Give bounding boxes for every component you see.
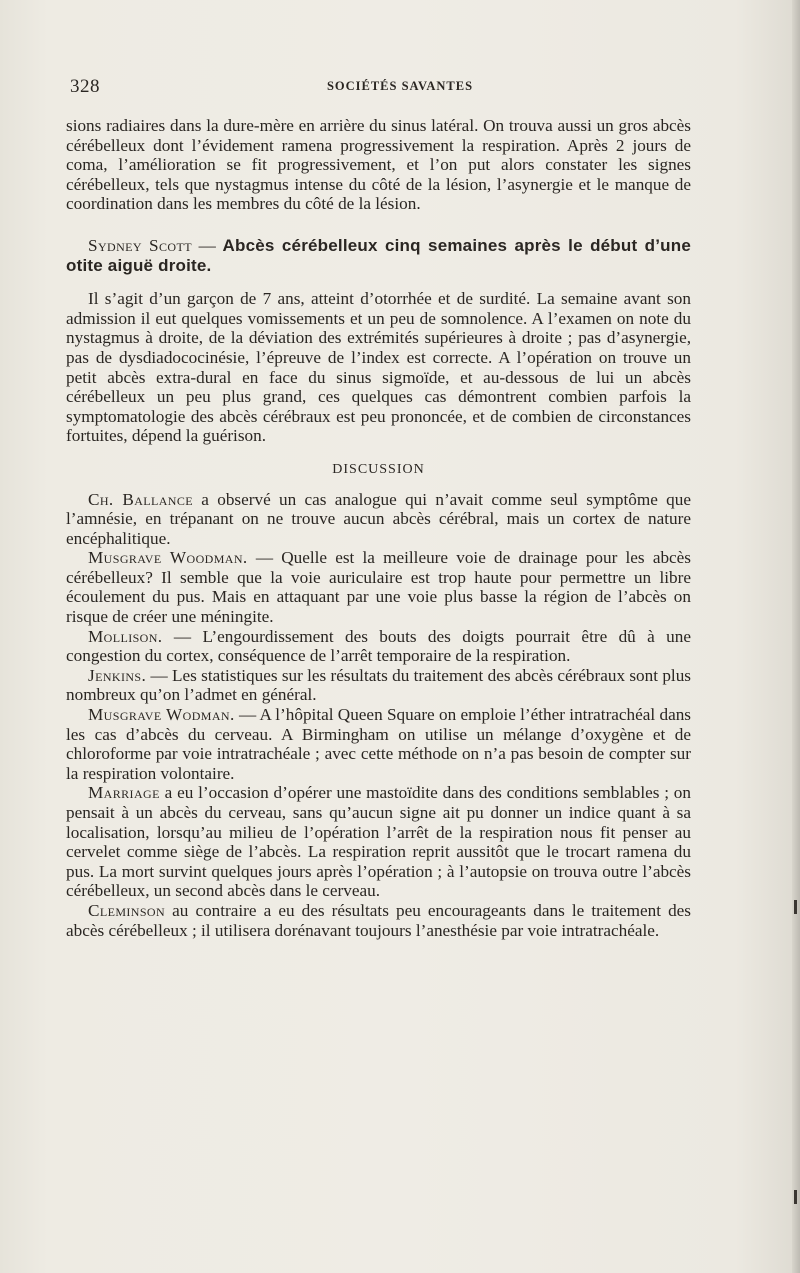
edge-mark bbox=[794, 900, 797, 914]
discussion-paragraph bbox=[66, 705, 691, 783]
speaker-name: Musgrave Wodman. bbox=[88, 705, 235, 725]
discussion-paragraph bbox=[66, 783, 691, 901]
discussion-heading: DISCUSSION bbox=[332, 461, 425, 477]
speaker-name: Jenkins. bbox=[88, 665, 147, 685]
continuation-paragraph: sions radiaires dans la dure-mère en arrière du sinus latéral. On trouva aussi un gros abcès cérébelleux dont l’évidement ramena progressivement la respiration. Après 2 jours de coma, l’amélioration se fit progressivement, et l’on put alors constater les signes cérébelleux, tels que nystagmus intense du côté de la lésion, l’asynergie et le manque de coordination dans les membres du côté de la lésion. bbox=[66, 116, 691, 214]
discussion-paragraph bbox=[66, 490, 691, 549]
discussion-paragraph bbox=[66, 666, 691, 705]
speaker-remark: a eu l’occasion d’opérer une mastoïdite dans des conditions semblables ; on pensait à un abcès du cerveau, sans qu’aucun signe ait pu donner un indice quant à sa localisation, lorsqu’au milieu de l’opération l’arrêt de la respiration nous fit penser au cervelet comme siège de l’abcès. La respiration reprit aussitôt que le trocart ramena du pus. La mort survint quelques jours après l’opération ; à l’autopsie on trouva outre l’abcès cérébelleux, un second abcès dans le cerveau. bbox=[66, 783, 691, 901]
speaker-remark: a observé un cas analogue qui n’avait comme seul symptôme que l’amnésie, en trépanant on ne trouve aucun abcès cérébral, mais un cortex de nature encéphalitique. bbox=[66, 489, 691, 548]
speaker-remark: — Les statistiques sur les résultats du traitement des abcès cérébraux sont plus nombreux qu’on l’admet en général. bbox=[66, 665, 691, 705]
speaker-name: Marriage bbox=[88, 783, 160, 803]
article-body: Il s’agit d’un garçon de 7 ans, atteint d’otorrhée et de surdité. La semaine avant son admission il eut quelques vomissements et un peu de somnolence. A l’examen on note du nystagmus à droite, de la déviation des extrémités supérieures à droite ; pas d’asynergie, pas de dysdiadococinésie, l’épreuve de l’index est correcte. A l’opération on trouve un petit abcès extra-dural en face du sinus sigmoïde, et au-dessous de lui un abcès cérébelleux un peu plus grand, ces quelques cas démontrent combien parfois la symptomatologie des abcès cérébraux est peu prononcée, et de combien de circonstances fortuites, dépend la guérison. bbox=[66, 289, 691, 446]
speaker-name: Musgrave Woodman. bbox=[88, 548, 248, 568]
article-dash: — bbox=[191, 235, 223, 255]
speaker-name: Mollison. bbox=[88, 626, 163, 646]
running-head: SOCIÉTÉS SAVANTES bbox=[326, 79, 474, 93]
speaker-name: Ch. Ballance bbox=[88, 489, 193, 509]
speaker-remark: — A l’hôpital Queen Square on emploie l’éther intratrachéal dans les cas d’abcès du cerveau. A Birmingham on utilise un mélange d’oxygène et de chloroforme par voie intratrachéale ; avec cette méthode on n’a pas besoin de compter sur la respiration volontaire. bbox=[66, 705, 691, 783]
discussion-paragraph bbox=[66, 548, 691, 626]
speaker-remark: au contraire a eu des résultats peu encourageants dans le traitement des abcès cérébelleux ; il utilisera dorénavant toujours l’anesthésie par voie intratrachéale. bbox=[66, 900, 691, 940]
speaker-name: Cleminson bbox=[88, 900, 166, 920]
discussion-paragraph bbox=[66, 627, 691, 666]
article-title: Abcès cérébelleux cinq semaines après le début d’une otite aiguë droite. bbox=[66, 235, 691, 275]
page-body bbox=[66, 116, 691, 940]
speaker-remark: — Quelle est la meilleure voie de drainage pour les abcès cérébelleux? Il semble que la voie auriculaire est trop haute pour permettre un libre écoulement du pus. Mais en attaquant par une voie plus basse la région de l’abcès on risque de créer une méningite. bbox=[66, 548, 691, 627]
speaker-remark: — L’engourdissement des bouts des doigts pourrait être dû à une congestion du cortex, conséquence de l’arrêt temporaire de la respiration. bbox=[66, 626, 691, 666]
page-header bbox=[70, 76, 690, 98]
page-edge bbox=[792, 0, 800, 1273]
discussion-paragraph bbox=[66, 901, 691, 940]
article-heading bbox=[66, 236, 691, 275]
article-author: Sydney Scott bbox=[88, 235, 192, 255]
page-number: 328 bbox=[70, 76, 100, 97]
edge-mark bbox=[794, 1190, 797, 1204]
